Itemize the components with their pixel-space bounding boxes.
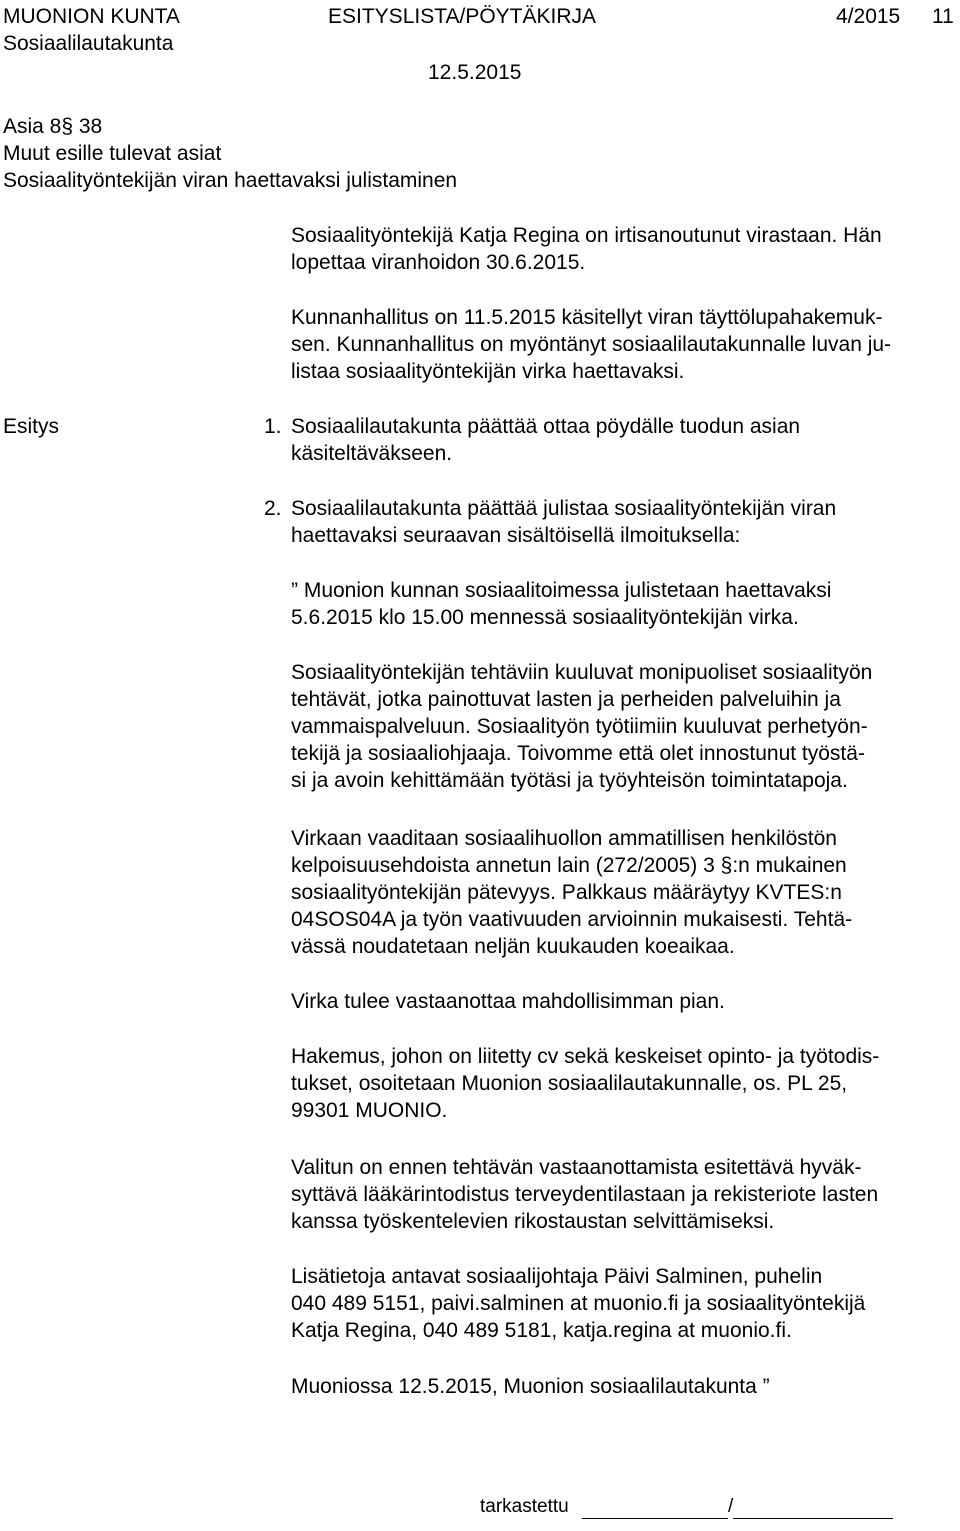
- text-line: 5.6.2015 klo 15.00 mennessä sosiaalityöntekijän virka.: [291, 606, 799, 629]
- text-line: 040 489 5151, paivi.salminen at muonio.fi ja sosiaalityöntekijä: [291, 1292, 866, 1315]
- duties-paragraph: [291, 659, 872, 794]
- text-line: Sosiaalityöntekijän tehtäviin kuuluvat monipuoliset sosiaalityön: [291, 661, 873, 684]
- application-paragraph: [291, 1043, 879, 1124]
- text-line: si ja avoin kehittämään työtäsi ja työyhteisön toimintatapoja.: [291, 769, 848, 792]
- signature-line: [582, 1498, 728, 1519]
- proposal-label: Esitys: [3, 415, 60, 438]
- text-line: tekijä ja sosiaaliohjaaja. Toivomme että olet innostunut työstä-: [291, 742, 865, 765]
- meeting-date: 12.5.2015: [428, 61, 522, 84]
- text-line: vammaispalveluun. Sosiaalityön työtiimiin kuuluvat perhetyön-: [291, 715, 868, 738]
- text-line: Sosiaalilautakunta päättää julistaa sosiaalityöntekijän viran: [291, 497, 837, 520]
- proposal-item-number: 2.: [264, 497, 282, 520]
- text-line: syttävä lääkärintodistus terveydentilastaan ja rekisteriote lasten: [291, 1183, 879, 1206]
- council-paragraph: [291, 304, 891, 385]
- proposal-item-number: 1.: [264, 415, 282, 438]
- text-line: tukset, osoitetaan Muonion sosiaalilautakunnalle, os. PL 25,: [291, 1072, 848, 1095]
- page-number: 11: [932, 5, 954, 28]
- text-line: ” Muonion kunnan sosiaalitoimessa julistetaan haettavaksi: [291, 579, 832, 602]
- intro-paragraph: [291, 222, 882, 276]
- text-line: tehtävät, jotka painottuvat lasten ja perheiden palveluihin ja: [291, 688, 841, 711]
- text-line: käsiteltäväkseen.: [291, 442, 453, 465]
- text-line: Lisätietoja antavat sosiaalijohtaja Päivi Salminen, puhelin: [291, 1265, 823, 1288]
- committee-name: Sosiaalilautakunta: [3, 32, 174, 55]
- municipality-name: MUONION KUNTA: [3, 5, 180, 28]
- text-line: 99301 MUONIO.: [291, 1099, 448, 1122]
- document-type: ESITYSLISTA/PÖYTÄKIRJA: [328, 5, 597, 28]
- text-line: Sosiaalilautakunta päättää ottaa pöydälle tuodun asian: [291, 415, 801, 438]
- item-title-1: Muut esille tulevat asiat: [3, 142, 222, 165]
- signature-separator: /: [728, 1496, 734, 1517]
- text-line: listaa sosiaalityöntekijän virka haettavaksi.: [291, 360, 685, 383]
- text-line: sosiaalityöntekijän pätevyys. Palkkaus määräytyy KVTES:n: [291, 881, 842, 904]
- checked-footer: [480, 1495, 893, 1519]
- text-line: Katja Regina, 040 489 5181, katja.regina at muonio.fi.: [291, 1319, 792, 1342]
- start-paragraph: Virka tulee vastaanottaa mahdollisimman pian.: [291, 990, 725, 1013]
- closing-line: Muoniossa 12.5.2015, Muonion sosiaalilautakunta ”: [291, 1375, 770, 1398]
- contact-paragraph: [291, 1263, 865, 1344]
- text-line: haettavaksi seuraavan sisältöisellä ilmoituksella:: [291, 524, 741, 547]
- text-line: Virkaan vaaditaan sosiaalihuollon ammatillisen henkilöstön: [291, 827, 837, 850]
- text-line: Kunnanhallitus on 11.5.2015 käsitellyt viran täyttölupahakemuk-: [291, 306, 883, 329]
- text-line: kelpoisuusehdoista annetun lain (272/2005) 3 §:n mukainen: [291, 854, 847, 877]
- proposal-item-1: [291, 413, 800, 467]
- checked-label: tarkastettu: [480, 1496, 569, 1517]
- text-line: Hakemus, johon on liitetty cv sekä keskeiset opinto- ja työtodis-: [291, 1045, 880, 1068]
- text-line: lopettaa viranhoidon 30.6.2015.: [291, 251, 586, 274]
- text-line: sen. Kunnanhallitus on myöntänyt sosiaalilautakunnalle luvan ju-: [291, 333, 892, 356]
- proposal-item-2: [291, 495, 836, 549]
- health-paragraph: [291, 1154, 878, 1235]
- qualification-paragraph: [291, 825, 852, 960]
- signature-line: [733, 1498, 893, 1519]
- text-line: 04SOS04A ja työn vaativuuden arvioinnin mukaisesti. Tehtä-: [291, 908, 853, 931]
- document-number: 4/2015: [836, 5, 901, 28]
- notice-paragraph: [291, 577, 831, 631]
- text-line: Sosiaalityöntekijä Katja Regina on irtisanoutunut virastaan. Hän: [291, 224, 882, 247]
- item-title-2: Sosiaalityöntekijän viran haettavaksi julistaminen: [3, 169, 458, 192]
- text-line: vässä noudatetaan neljän kuukauden koeaikaa.: [291, 935, 735, 958]
- text-line: Valitun on ennen tehtävän vastaanottamista esitettävä hyväk-: [291, 1156, 862, 1179]
- text-line: kanssa työskentelevien rikostaustan selvittämiseksi.: [291, 1210, 775, 1233]
- item-number: Asia 8§ 38: [3, 115, 103, 138]
